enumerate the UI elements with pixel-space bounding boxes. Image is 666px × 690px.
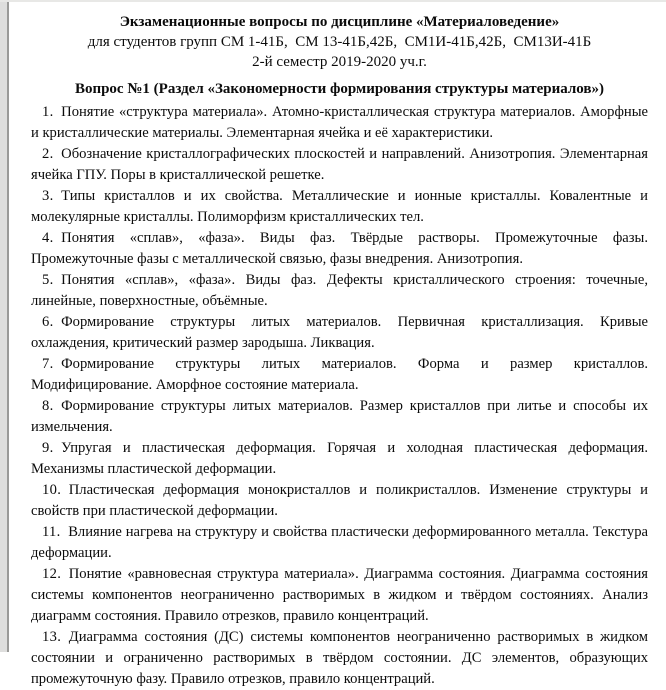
question-item: [31, 480, 648, 522]
document-page: [9, 0, 666, 687]
question-text: Понятие «структура материала». Атомно-кристаллическая структура материалов. Аморфные и кристаллические материалы. Элементарная ячейка и её характеристики.: [31, 104, 648, 141]
question-text: Типы кристаллов и их свойства. Металлические и ионные кристаллы. Ковалентные и молекулярные кристаллы. Полиморфизм кристаллических тел.: [31, 188, 648, 225]
question-text: Формирование структуры литых материалов. Размер кристаллов при литье и способы их измельчения.: [31, 398, 648, 435]
question-item: [31, 564, 648, 627]
question-text: Формирование структуры литых материалов. Первичная кристаллизация. Кривые охлаждения, критический размер зародыша. Ликвация.: [31, 314, 648, 351]
document-title: Экзаменационные вопросы по дисциплине «Материаловедение»: [119, 14, 560, 30]
question-number: 12.: [42, 566, 69, 582]
question-item: [31, 186, 648, 228]
question-number: 10.: [42, 482, 69, 498]
question-number: 4.: [42, 230, 62, 246]
scan-edge-left: [0, 0, 9, 652]
question-item: [31, 522, 648, 564]
question-text: Понятия «сплав», «фаза». Виды фаз. Твёрдые растворы. Промежуточные фазы. Промежуточные фазы с металлической связью, фазы внедрения. Анизотропия.: [31, 230, 648, 267]
question-number: 5.: [42, 272, 62, 288]
question-number: 9.: [42, 440, 62, 456]
semester-line: 2-й семестр 2019-2020 уч.г.: [252, 54, 427, 70]
question-number: 11.: [42, 524, 69, 540]
student-groups-line: для студентов групп СМ 1-41Б, СМ 13-41Б,42Б, СМ1И-41Б,42Б, СМ13И-41Б: [87, 34, 592, 50]
question-item: [31, 270, 648, 312]
question-item: [31, 312, 648, 354]
question-text: Понятия «сплав», «фаза». Виды фаз. Дефекты кристаллического строения: точечные, линейные, поверхностные, объёмные.: [31, 272, 648, 309]
question-item: [31, 438, 648, 480]
question-number: 8.: [42, 398, 62, 414]
question-text: Диаграмма состояния (ДС) системы компонентов неограниченно растворимых в жидком состоянии и ограниченно растворимых в твёрдом состоянии. ДС элементов, образующих промежуточную фазу. Правило отрезков, правило концентраций.: [31, 629, 648, 687]
question-item: [31, 102, 648, 144]
question-text: Влияние нагрева на структуру и свойства пластически деформированного металла. Текстура деформации.: [31, 524, 648, 561]
question-text: Понятие «равновесная структура материала». Диаграмма состояния. Диаграмма состояния системы компонентов неограниченно растворимых в жидком и твёрдом состояниях. Анализ диаграмм состояния. Правило отрезков, правило концентраций.: [31, 566, 648, 624]
question-number: 13.: [42, 629, 69, 645]
document-header: [31, 12, 648, 72]
section-heading: Вопрос №1 (Раздел «Закономерности формирования структуры материалов»): [74, 81, 605, 97]
question-list: [31, 102, 648, 690]
question-item: [31, 396, 648, 438]
question-number: 6.: [42, 314, 62, 330]
question-number: 2.: [42, 146, 62, 162]
question-item: [31, 354, 648, 396]
question-item: [31, 627, 648, 690]
question-item: [31, 228, 648, 270]
question-item: [31, 144, 648, 186]
question-text: Упругая и пластическая деформация. Горячая и холодная пластическая деформация. Механизмы пластической деформации.: [31, 440, 648, 477]
question-text: Пластическая деформация монокристаллов и поликристаллов. Изменение структуры и свойств при пластической деформации.: [31, 482, 648, 519]
question-text: Формирование структуры литых материалов. Форма и размер кристаллов. Модифицирование. Аморфное состояние материала.: [31, 356, 648, 393]
question-number: 7.: [42, 356, 62, 372]
question-text: Обозначение кристаллографических плоскостей и направлений. Анизотропия. Элементарная ячейка ГПУ. Поры в кристаллической решетке.: [31, 146, 648, 183]
question-number: 3.: [42, 188, 62, 204]
question-number: 1.: [42, 104, 62, 120]
